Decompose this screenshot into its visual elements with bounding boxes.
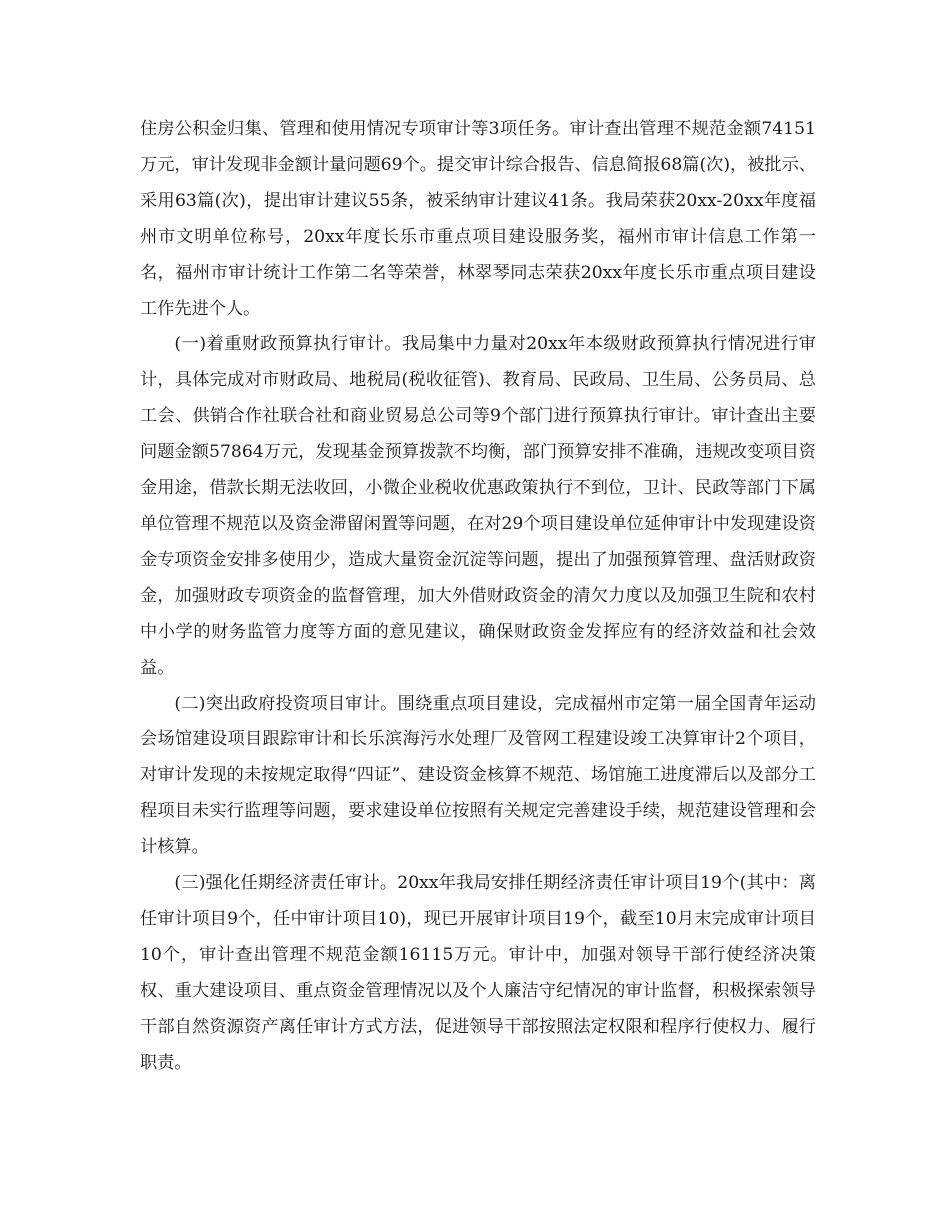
- document-body: [140, 112, 816, 1081]
- paragraph-section-3: (三)强化任期经济责任审计。20xx年我局安排任期经济责任审计项目19个(其中：离任审计项目9个，任中审计项目10)，现已开展审计项目19个，截至10月末完成审计项目10个，审计查出管理不规范金额16115万元。审计中，加强对领导干部行使经济决策权、重大建设项目、重点资金管理情况以及个人廉洁守纪情况的审计监督，积极探索领导干部自然资源资产离任审计方式方法，促进领导干部按照法定权限和程序行使权力、履行职责。: [140, 873, 816, 1073]
- paragraph-section-2: (二)突出政府投资项目审计。围绕重点项目建设，完成福州市定第一届全国青年运动会场馆建设项目跟踪审计和长乐滨海污水处理厂及管网工程建设竣工决算审计2个项目，对审计发现的未按规定取得“四证”、建设资金核算不规范、场馆施工进度滞后以及部分工程项目未实行监理等问题，要求建设单位按照有关规定完善建设手续，规范建设管理和会计核算。: [140, 693, 816, 858]
- paragraph-intro-summary: 住房公积金归集、管理和使用情况专项审计等3项任务。审计查出管理不规范金额74151万元，审计发现非金额计量问题69个。提交审计综合报告、信息简报68篇(次)，被批示、采用63篇(次)，提出审计建议55条，被采纳审计建议41条。我局荣获20xx-20xx年度福州市文明单位称号，20xx年度长乐市重点项目建设服务奖，福州市审计信息工作第一名，福州市审计统计工作第二名等荣誉，林翠琴同志荣获20xx年度长乐市重点项目建设工作先进个人。: [140, 119, 816, 319]
- paragraph-section-1: (一)着重财政预算执行审计。我局集中力量对20xx年本级财政预算执行情况进行审计，具体完成对市财政局、地税局(税收征管)、教育局、民政局、卫生局、公务员局、总工会、供销合作社联合社和商业贸易总公司等9个部门进行预算执行审计。审计查出主要问题金额57864万元，发现基金预算拨款不均衡，部门预算安排不准确，违规改变项目资金用途，借款长期无法收回，小微企业税收优惠政策执行不到位，卫计、民政等部门下属单位管理不规范以及资金滞留闲置等问题，在对29个项目建设单位延伸审计中发现建设资金专项资金安排多使用少，造成大量资金沉淀等问题，提出了加强预算管理、盘活财政资金，加强财政专项资金的监督管理，加大外借财政资金的清欠力度以及加强卫生院和农村中小学的财务监管力度等方面的意见建议，确保财政资金发挥应有的经济效益和社会效益。: [140, 334, 816, 678]
